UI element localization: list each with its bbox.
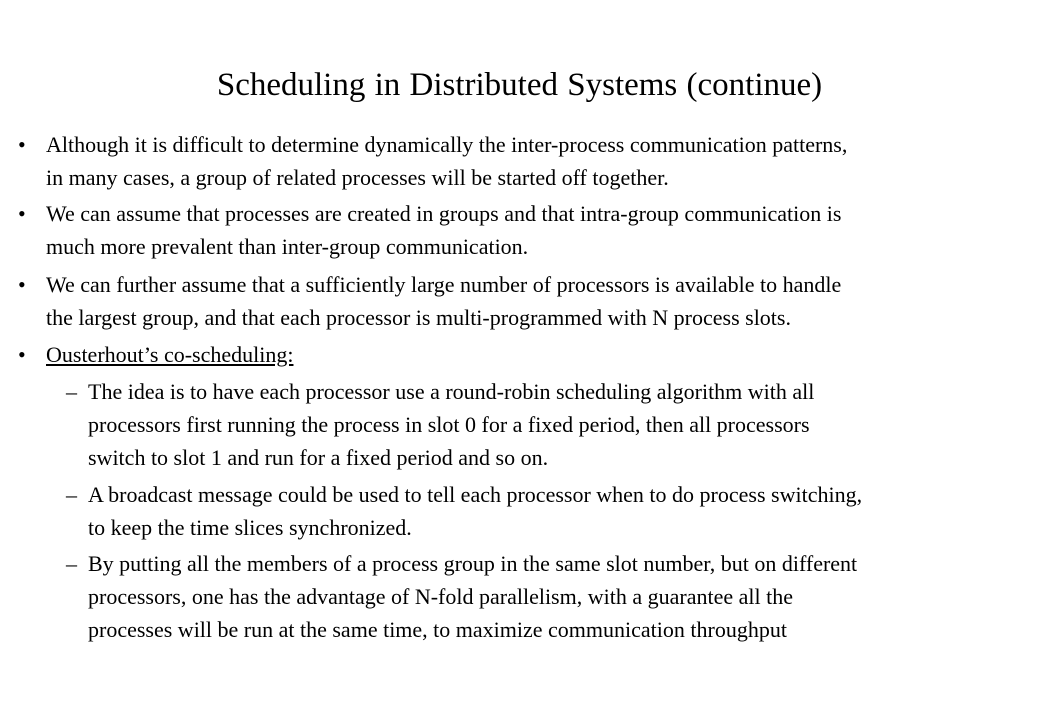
sub-bullet-text: By putting all the members of a process group in the same slot number, but on different processors, one has the advantage of N-fold parallelism, with a guarantee all the processes will be run at the same time, to maximize communication throughput <box>88 551 858 642</box>
sub-bullet-marker: – <box>66 551 77 576</box>
bullet-text: Although it is difficult to determine dynamically the inter-process communication patterns, in many cases, a group of related processes will be started off together. <box>46 132 848 190</box>
bullet-text: We can assume that processes are created in groups and that intra-group communication is much more prevalent than inter-group communication. <box>46 201 842 259</box>
bullet-heading-ousterhout: Ousterhout’s co-scheduling: <box>46 342 294 367</box>
bullet-marker: • <box>18 272 26 297</box>
sub-bullet-text: A broadcast message could be used to tell each processor when to do process switching, to keep the time slices synchronized. <box>88 482 863 540</box>
bullet-text: We can further assume that a sufficiently large number of processors is available to handle the largest group, and that each processor is multi-programmed with N process slots. <box>46 272 842 330</box>
sub-bullet-text: The idea is to have each processor use a round-robin scheduling algorithm with all processors first running the process in slot 0 for a fixed period, then all processors switch to slot 1 and run for a fixed period and so on. <box>88 379 815 470</box>
bullet-marker: • <box>18 132 26 157</box>
bullet-marker: • <box>18 201 26 226</box>
slide-title: Scheduling in Distributed Systems (continue) <box>216 67 823 103</box>
bullet-marker: • <box>18 342 26 367</box>
sub-bullet-marker: – <box>66 482 77 507</box>
sub-bullet-marker: – <box>66 379 77 404</box>
